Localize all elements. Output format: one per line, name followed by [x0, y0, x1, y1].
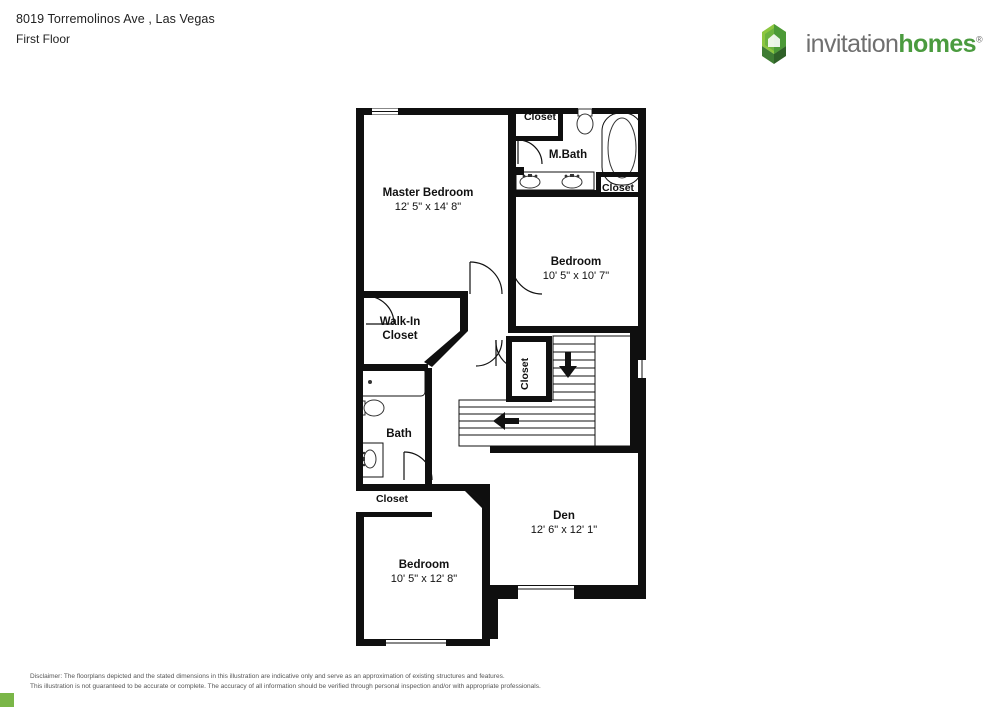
disclaimer-line-1: Disclaimer: The floorplans depicted and the stated dimensions in this illustration are indicative only and serve as an approximation of existing structures and features.	[30, 673, 505, 680]
room-name: Closet	[523, 111, 557, 123]
disclaimer-text	[30, 672, 790, 692]
sink-icon-right	[562, 174, 582, 188]
room-name: Closet	[375, 493, 409, 505]
floor-label: First Floor	[16, 32, 70, 46]
room-name: Walk-In	[379, 316, 421, 328]
room-name: Bedroom	[550, 256, 602, 268]
room-label-bedroom-lower	[346, 558, 502, 586]
room-label-bath	[368, 427, 430, 441]
room-dimensions: 12' 5" x 14' 8"	[394, 201, 462, 213]
room-dimensions: 10' 5" x 12' 8"	[390, 573, 458, 585]
logo-word-homes: homes	[898, 29, 976, 58]
room-name-line2: Closet	[382, 330, 418, 342]
logo-trademark-icon: ®	[975, 34, 982, 45]
room-label-master-bath	[528, 148, 608, 162]
sink-icon-hall	[362, 450, 376, 468]
room-name: Closet	[519, 357, 531, 391]
room-name: Den	[553, 510, 575, 522]
disclaimer-line-2: This illustration is not guaranteed to be accurate or complete. The accuracy of all information should be verified through personal inspection and/or with appropriate professionals.	[30, 683, 541, 690]
room-name: Bath	[386, 428, 412, 440]
room-dimensions: 12' 6" x 12' 1"	[530, 524, 598, 536]
sink-icon-left	[520, 174, 540, 188]
room-name: Closet	[601, 182, 635, 194]
room-label-closet-right	[588, 181, 648, 195]
room-label-den	[486, 509, 642, 537]
toilet-icon-master	[577, 109, 593, 134]
room-label-master-bedroom	[333, 186, 523, 214]
room-label-closet-top	[510, 110, 570, 124]
logo-word-invitation: invitation	[805, 29, 899, 58]
corner-accent-mark	[0, 693, 14, 707]
room-label-closet-stairs	[518, 350, 532, 398]
room-label-closet-lower	[362, 492, 422, 506]
property-address: 8019 Torremolinos Ave , Las Vegas	[16, 12, 215, 26]
room-name: M.Bath	[548, 149, 588, 161]
room-name: Bedroom	[398, 559, 450, 571]
room-name: Master Bedroom	[382, 187, 474, 199]
room-label-bedroom-upper	[498, 255, 654, 283]
room-dimensions: 10' 5" x 10' 7"	[542, 270, 610, 282]
room-label-walk-in-closet	[352, 315, 448, 343]
